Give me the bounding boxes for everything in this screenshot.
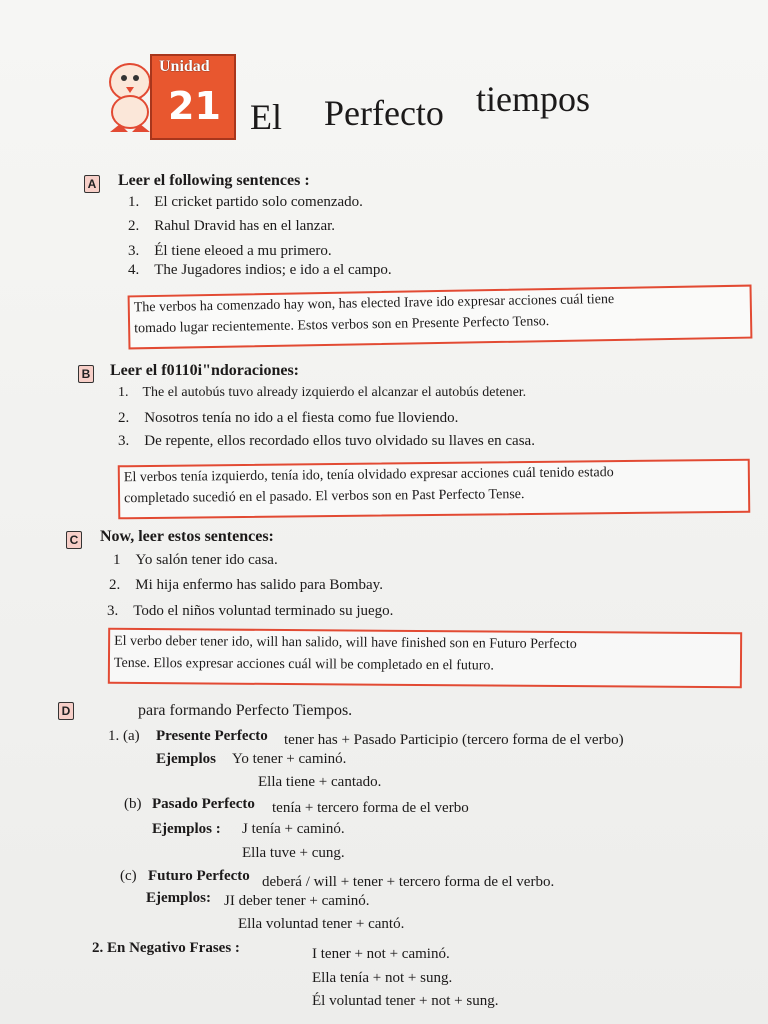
section-letter-b: B — [78, 365, 94, 383]
rule-formula: tener has + Pasado Participio (tercero forma de el verbo) — [284, 732, 624, 748]
rule-title: Futuro Perfecto — [148, 868, 250, 884]
list-item: 3. De repente, ellos recordado ellos tuvo olvidado su llaves en casa. — [118, 433, 535, 449]
example-line: Ella tuve + cung. — [242, 845, 345, 861]
section-c-heading: Now, leer estos sentences: — [100, 528, 274, 545]
note-c-line-2: Tense. Ellos expresar acciones cuál will be completado en el futuro. — [113, 655, 494, 674]
note-a-line-2: tomado lugar recientemente. Estos verbos son en Presente Perfecto Tenso. — [134, 314, 550, 337]
examples-label: Ejemplos — [156, 751, 216, 767]
examples-label: Ejemplos: — [146, 890, 211, 906]
list-item: 2. Nosotros tenía no ido a el fiesta como fue lloviendo. — [118, 410, 459, 426]
rule-title: Pasado Perfecto — [152, 796, 255, 812]
unit-badge — [100, 50, 235, 138]
title-word-1: El — [250, 97, 282, 137]
example-line: Él voluntad tener + not + sung. — [312, 993, 499, 1009]
title-word-3: tiempos — [476, 79, 590, 119]
rule-formula: tenía + tercero forma de el verbo — [272, 800, 469, 816]
note-box-b — [118, 459, 751, 520]
rule-formula: deberá / will + tener + tercero forma de el verbo. — [262, 874, 555, 890]
example-line: Ella tiene + cantado. — [258, 774, 382, 790]
example-line: Yo tener + caminó. — [232, 751, 347, 767]
note-c-line-1: El verbo deber tener ido, will han salido, will have finished son en Futuro Perfecto — [114, 633, 577, 653]
list-item: 2. Rahul Dravid has en el lanzar. — [128, 218, 336, 234]
example-line: Ella voluntad tener + cantó. — [238, 916, 405, 932]
title-word-2: Perfecto — [324, 93, 444, 133]
section-letter-c: C — [66, 531, 82, 549]
section-letter-d: D — [58, 702, 74, 720]
example-line: J tenía + caminó. — [242, 821, 345, 837]
note-b-line-2: completado sucedió en el pasado. El verbos son en Past Perfecto Tense. — [124, 487, 525, 507]
note-a-line-1: The verbos ha comenzado hay won, has elected Irave ido expresar acciones cuál tiene — [133, 291, 615, 316]
examples-label: Ejemplos : — [152, 821, 221, 837]
rule-label: (c) — [120, 868, 137, 884]
example-line: I tener + not + caminó. — [312, 946, 450, 962]
list-item: 4. The Jugadores indios; e ido a el campo. — [128, 262, 392, 278]
unit-number-box — [150, 54, 236, 140]
list-item: 3. Todo el niños voluntad terminado su juego. — [107, 603, 394, 619]
unit-label: Unidad — [159, 58, 210, 75]
example-line: Ella tenía + not + sung. — [312, 970, 453, 986]
rule-label: (b) — [124, 796, 142, 812]
rule-title: Presente Perfecto — [156, 728, 268, 744]
section-a-heading: Leer el following sentences : — [118, 172, 310, 189]
note-box-a — [128, 285, 753, 350]
negative-label: 2. En Negativo Frases : — [92, 940, 240, 956]
note-box-c — [108, 628, 742, 688]
rule-label: 1. (a) — [108, 728, 140, 744]
example-line: JI deber tener + caminó. — [224, 893, 370, 909]
list-item: 1. El cricket partido solo comenzado. — [128, 194, 363, 210]
list-item: 1. The el autobús tuvo already izquierdo el alcanzar el autobús detener. — [118, 385, 527, 400]
list-item: 1 Yo salón tener ido casa. — [113, 552, 278, 568]
unit-number: 21 — [168, 84, 221, 128]
section-b-heading: Leer el f0110i"ndoraciones: — [110, 362, 300, 379]
note-b-line-1: El verbos tenía izquierdo, tenía ido, tenía olvidado expresar acciones cuál tenido estado — [123, 465, 614, 486]
list-item: 3. Él tiene eleoed a mu primero. — [128, 243, 332, 259]
section-d-heading: para formando Perfecto Tiempos. — [138, 702, 353, 719]
section-letter-a: A — [84, 175, 100, 193]
list-item: 2. Mi hija enfermo has salido para Bombay. — [109, 577, 383, 593]
